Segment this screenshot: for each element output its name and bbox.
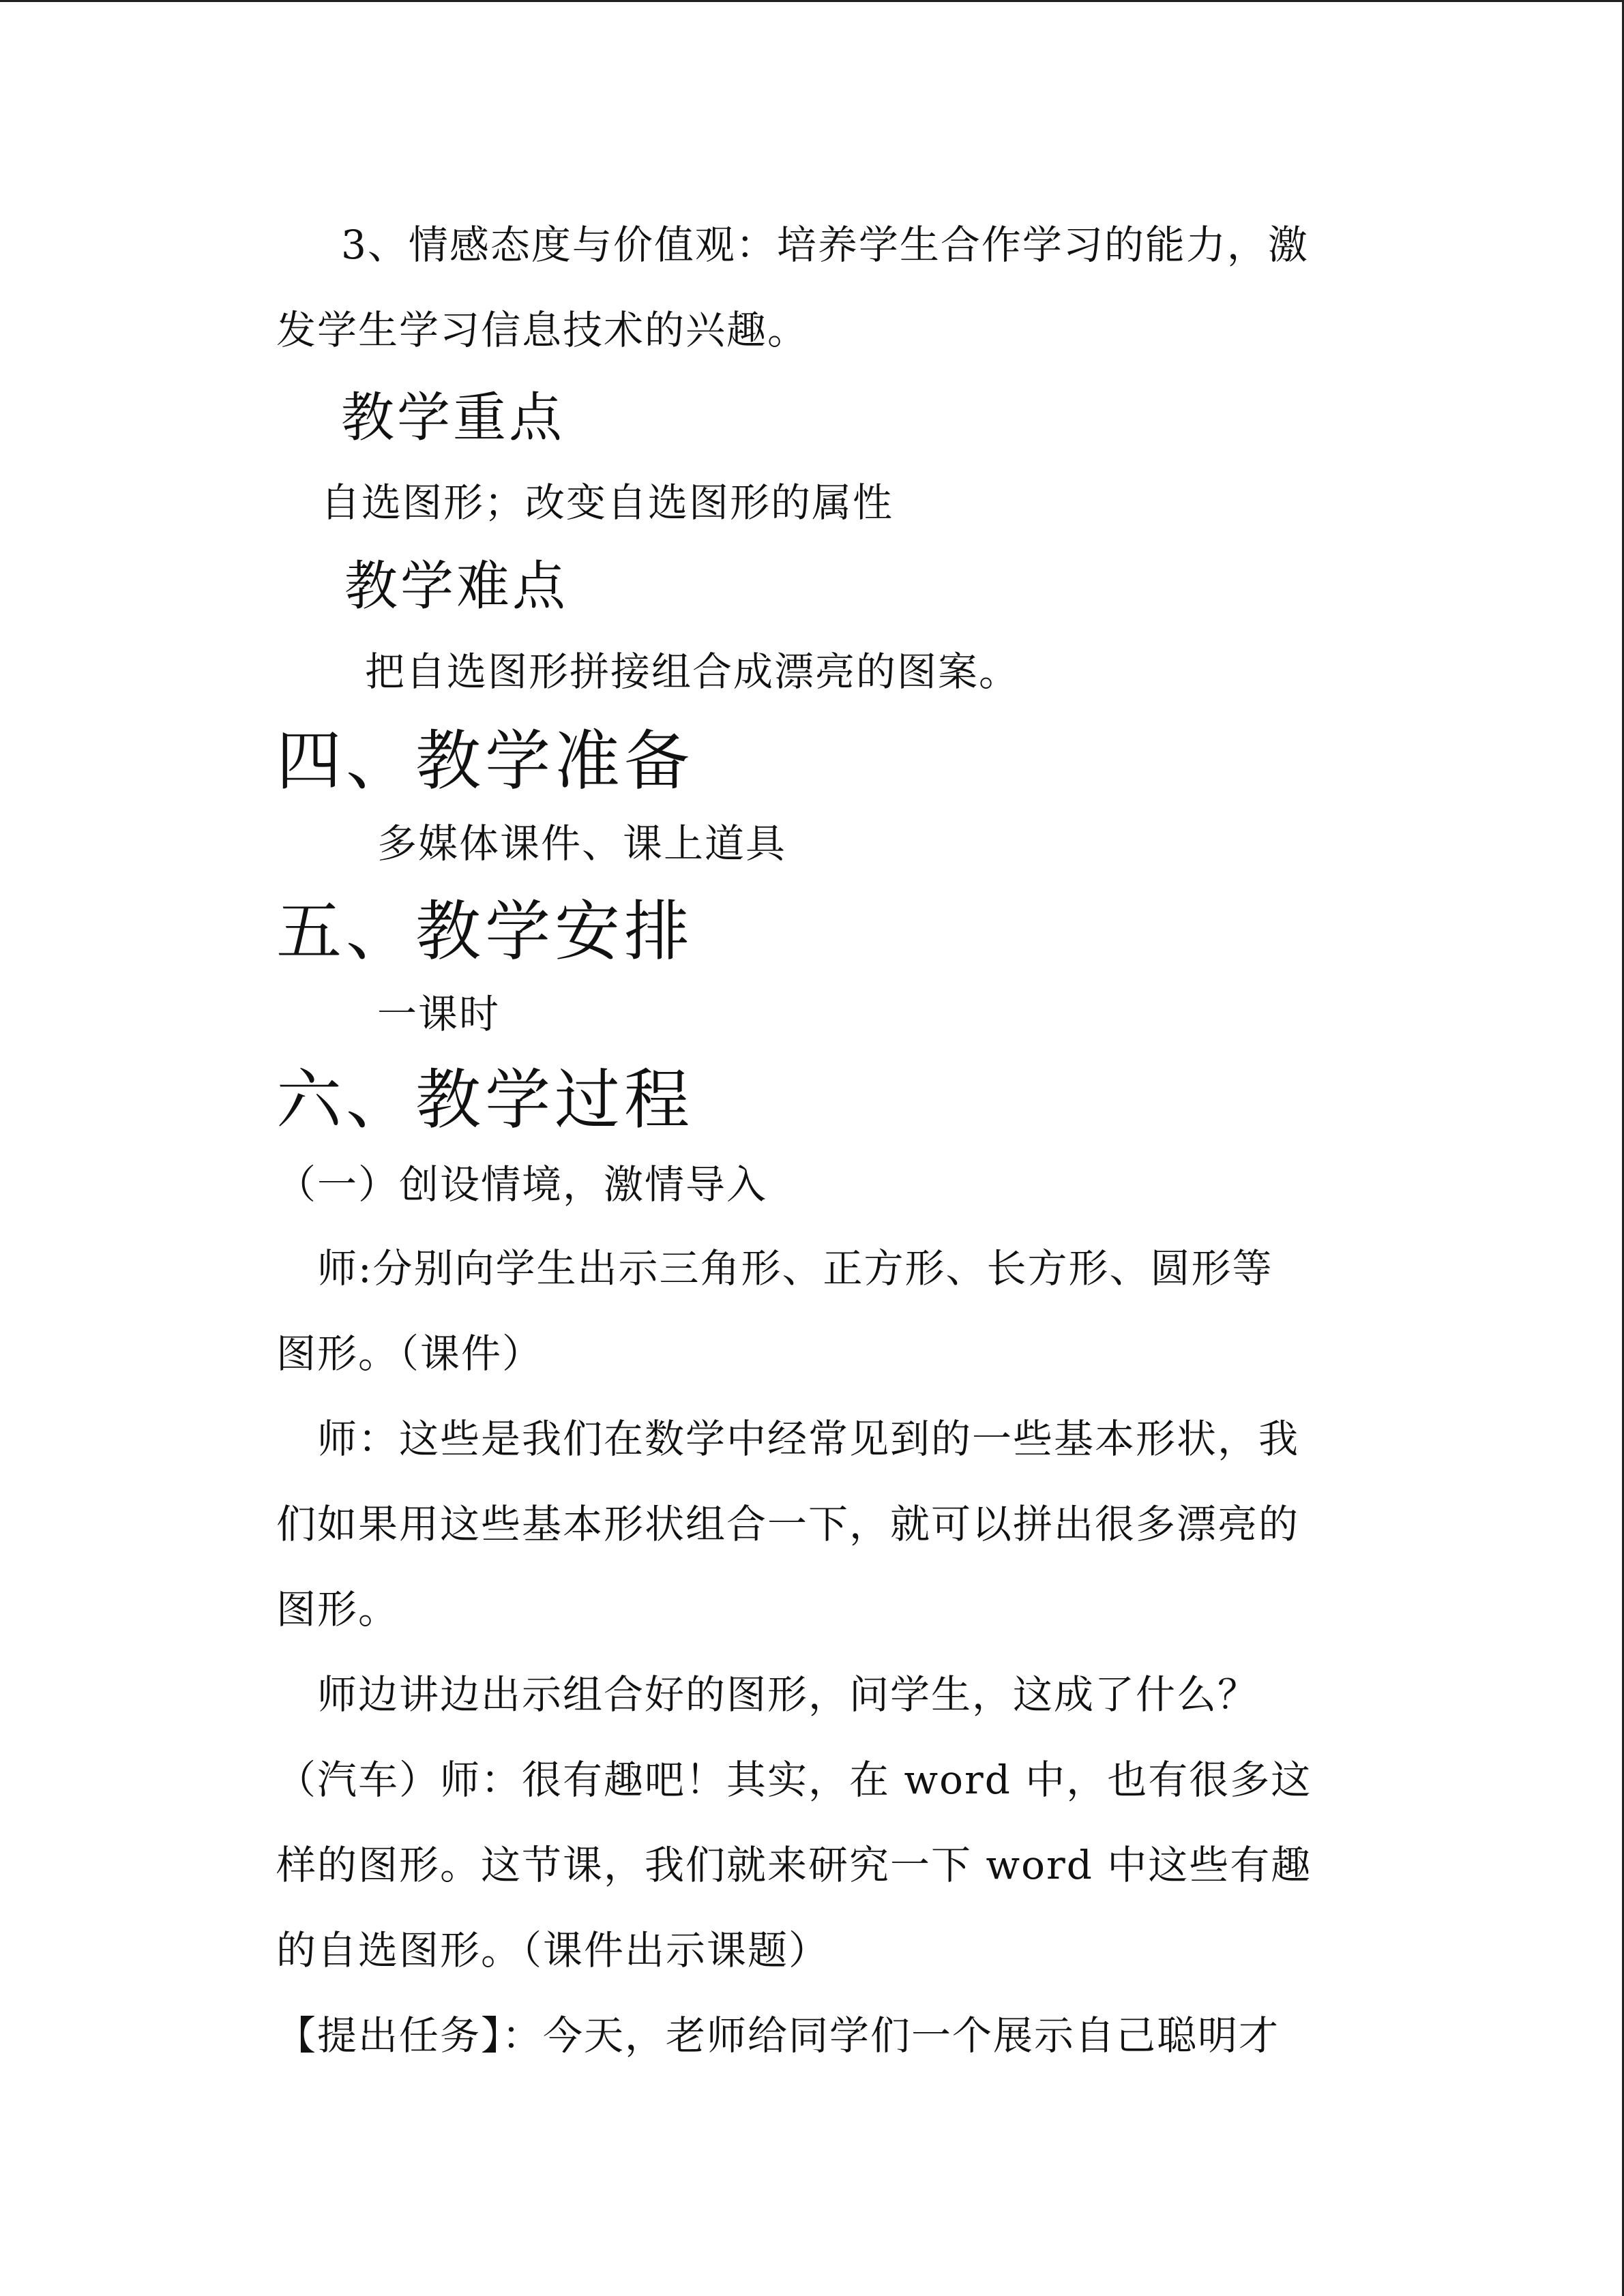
paragraph-2-line-1: 师：这些是我们在数学中经常见到的一些基本形状，我 [317,1416,1300,1462]
subsection-1-heading: （一）创设情境，激情导入 [276,1161,768,1208]
key-points-text: 自选图形；改变自选图形的属性 [321,479,894,526]
paragraph-3-line-2: （汽车）师：很有趣吧！其实，在 word 中，也有很多这 [276,1757,1312,1803]
page-border-top [0,0,1624,2]
goal-3-line-2: 发学生学习信息技术的兴趣。 [276,307,809,353]
paragraph-2-line-3: 图形。 [276,1586,400,1632]
paragraph-1-line-2: 图形。（课件） [276,1330,544,1377]
goal-3-line-1: 3、情感态度与价值观：培养学生合作学习的能力，激 [341,222,1309,268]
section-4-text: 多媒体课件、课上道具 [377,820,787,867]
task-line: 【提出任务】：今天，老师给同学们一个展示自己聪明才 [276,2012,1280,2059]
paragraph-2-line-2: 们如果用这些基本形状组合一下，就可以拼出很多漂亮的 [276,1501,1300,1547]
paragraph-3-line-1: 师边讲边出示组合好的图形，问学生，这成了什么？ [317,1671,1259,1718]
section-5-text: 一课时 [377,991,501,1037]
section-6-heading: 六、教学过程 [276,1062,694,1138]
difficulty-heading: 教学难点 [344,556,569,617]
paragraph-3-line-3: 样的图形。这节课，我们就来研究一下 word 中这些有趣 [276,1842,1312,1888]
section-4-heading: 四、教学准备 [276,723,694,799]
paragraph-3-line-4: 的自选图形。（课件出示课题） [276,1927,830,1973]
difficulty-text: 把自选图形拼接组合成漂亮的图案。 [365,648,1020,695]
paragraph-1-line-1: 师:分别向学生出示三角形、正方形、长方形、圆形等 [317,1245,1273,1292]
section-5-heading: 五、教学安排 [276,893,694,970]
key-points-heading: 教学重点 [341,387,565,449]
